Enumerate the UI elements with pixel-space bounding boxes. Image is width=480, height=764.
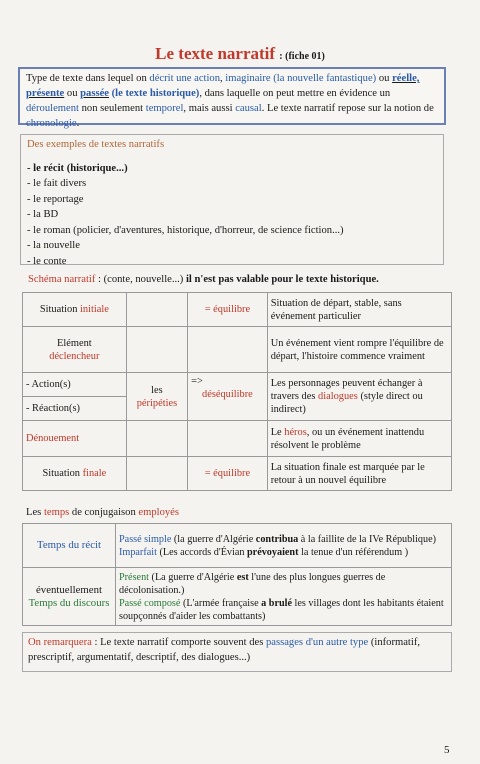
example-item: - le fait divers bbox=[27, 178, 87, 189]
temps-content: Passé simple (la guerre d'Algérie contribua à la faillite de la IVe République) Imparfait (Les accords d'Évian prévoyaient la tenue d'un référendum ) bbox=[116, 524, 452, 568]
temps-row bbox=[23, 524, 452, 568]
temps-label: éventuellement Temps du discours bbox=[23, 568, 116, 626]
desc-cell: Situation de départ, stable, sans événement particulier bbox=[267, 293, 451, 327]
def-text: , dans laquelle on peut mettre en évidence un bbox=[199, 88, 391, 99]
temps-table bbox=[22, 523, 452, 626]
example-item: - la BD bbox=[27, 209, 59, 220]
def-text: . bbox=[76, 118, 80, 129]
desc-cell: La situation finale est marquée par le retour à un nouvel équilibre bbox=[267, 457, 451, 491]
stage-cell: Situation finale bbox=[23, 457, 127, 491]
def-highlight: temporel bbox=[145, 103, 184, 114]
temps-label: Temps du récit bbox=[23, 524, 116, 568]
schema-row bbox=[23, 373, 452, 397]
example-item: - le récit (historique...) bbox=[27, 162, 128, 174]
empty-cell bbox=[188, 327, 268, 373]
temps-heading: Les temps de conjugaison employés bbox=[26, 507, 180, 518]
empty-cell bbox=[126, 457, 187, 491]
balance-cell: = équilibre bbox=[188, 457, 268, 491]
example-item: - la nouvelle bbox=[27, 240, 80, 251]
peripeties-cell: les péripéties bbox=[126, 373, 187, 421]
empty-cell bbox=[126, 421, 187, 457]
def-highlight: passée bbox=[80, 88, 109, 99]
def-text: . Le texte narratif repose sur la notion de bbox=[261, 103, 434, 114]
empty-cell bbox=[188, 421, 268, 457]
def-text: ou bbox=[64, 88, 81, 99]
desc-cell: Le héros, ou un événement inattendu résolvent le problème bbox=[267, 421, 451, 457]
schema-row bbox=[23, 421, 452, 457]
def-text: non seulement bbox=[78, 103, 146, 114]
def-text: ou bbox=[376, 73, 393, 84]
stage-cell: Elément déclencheur bbox=[23, 327, 127, 373]
remark-box: On remarquera : Le texte narratif comporte souvent des passages d'un autre type (informatif, prescriptif, argumentatif, descriptif, des dialogues...) bbox=[22, 632, 452, 672]
def-highlight: causal bbox=[235, 103, 262, 114]
def-text: Type de texte dans lequel on bbox=[26, 73, 150, 84]
empty-cell bbox=[126, 327, 187, 373]
examples-box bbox=[20, 134, 444, 265]
schema-row bbox=[23, 293, 452, 327]
temps-row bbox=[23, 568, 452, 626]
example-item: - le conte bbox=[27, 255, 67, 267]
stage-cell: - Action(s) bbox=[23, 373, 127, 397]
example-item: - le roman (policier, d'aventures, historique, d'horreur, de science fiction...) bbox=[27, 224, 344, 236]
stage-cell: - Réaction(s) bbox=[23, 397, 127, 421]
empty-cell bbox=[126, 293, 187, 327]
desc-cell: Un événement vient rompre l'équilibre de départ, l'histoire commence vraiment bbox=[267, 327, 451, 373]
examples-header: Des exemples de textes narratifs bbox=[27, 139, 165, 150]
definition-box bbox=[18, 67, 446, 129]
schema-row bbox=[23, 327, 452, 373]
page-title bbox=[0, 44, 480, 64]
stage-cell: Situation initiale bbox=[23, 293, 127, 327]
desc-cell: Les personnages peuvent échanger à travers des dialogues (style direct ou indirect) bbox=[267, 373, 451, 421]
fiche-label: : (fiche 01) bbox=[279, 51, 325, 62]
def-text: , mais aussi bbox=[183, 103, 236, 114]
def-highlight: chronologie bbox=[26, 118, 77, 129]
def-text: , bbox=[220, 73, 226, 84]
def-highlight: décrit une action bbox=[149, 73, 220, 84]
def-highlight: imaginaire (la nouvelle fantastique) bbox=[225, 73, 377, 84]
example-item: - le reportage bbox=[27, 193, 84, 205]
def-highlight: réelle, présente bbox=[26, 73, 420, 99]
def-highlight: déroulement bbox=[26, 103, 79, 114]
balance-cell: = équilibre bbox=[188, 293, 268, 327]
temps-content: Présent (La guerre d'Algérie est l'une des plus longues guerres de décolonisation.) Passé composé (L'armée française a brulé les villages dont les habitants étaient soupçonnés d'aider les combattants) bbox=[116, 568, 452, 626]
title-text: Le texte narratif bbox=[155, 44, 276, 63]
stage-cell: Dénouement bbox=[23, 421, 127, 457]
def-highlight: (le texte historique) bbox=[108, 88, 200, 99]
schema-heading: Schéma narratif : (conte, nouvelle...) il n'est pas valable pour le texte historique. bbox=[28, 274, 379, 285]
page-number: 5 bbox=[444, 744, 450, 756]
schema-table bbox=[22, 292, 452, 491]
balance-cell: => déséquilibre bbox=[188, 373, 268, 421]
schema-row bbox=[23, 457, 452, 491]
